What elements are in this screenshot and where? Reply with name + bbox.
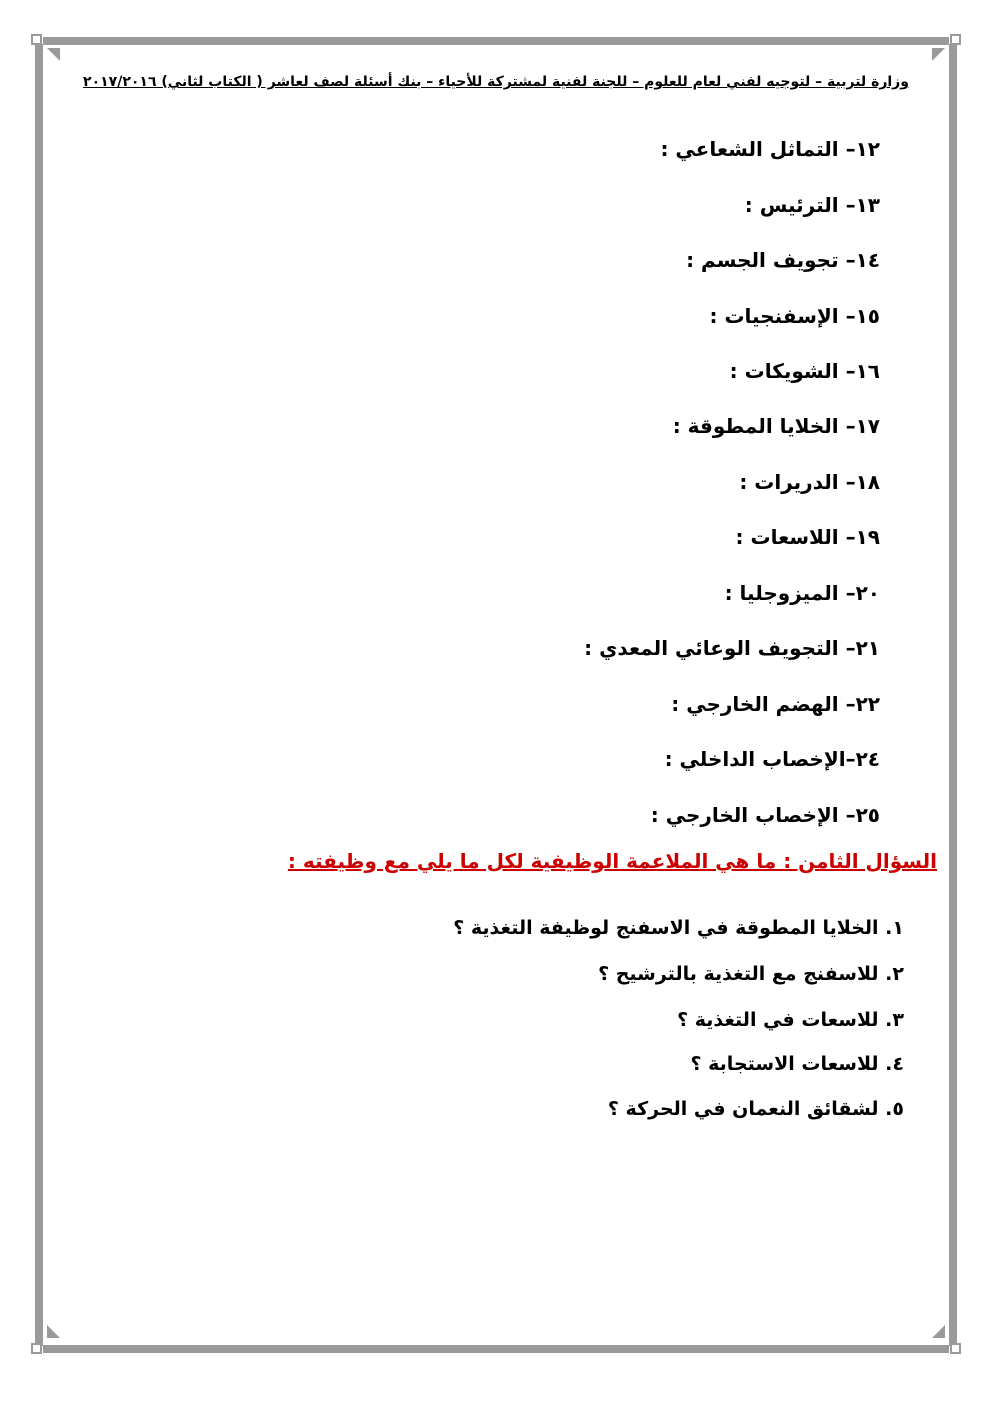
border-corner-square-top-right: [950, 34, 961, 45]
term-item: ٢٢– الهضم الخارجي :: [671, 692, 880, 716]
page-border-bottom: [43, 1345, 949, 1353]
question-item: ٣. للاسعات في التغذية ؟: [677, 1009, 904, 1031]
term-item: ٢٤–الإخصاب الداخلي :: [664, 747, 880, 771]
border-corner-triangle-top-right: [932, 48, 945, 61]
border-corner-triangle-bottom-right: [932, 1325, 945, 1338]
term-item: ١٤– تجويف الجسم :: [686, 248, 880, 272]
page-border-top: [43, 37, 949, 45]
question-item: ٤. للاسعات الاستجابة ؟: [690, 1053, 904, 1075]
page-border-right: [949, 44, 957, 1346]
question-item: ٥. لشقائق النعمان في الحركة ؟: [607, 1098, 904, 1120]
border-corner-square-bottom-left: [31, 1343, 42, 1354]
document-header: وزارة لتربية – لتوجيه لفني لعام للعلوم – للجنة لفنية لمشتركة للأحياء – بنك أسئلة لصف لعاشر ( الكتاب لثاني) ٢٠١٧/٢٠١٦: [83, 74, 909, 90]
term-item: ١٩– اللاسعات :: [735, 525, 880, 549]
term-item: ١٨– الدريرات :: [739, 470, 880, 494]
term-item: ١٧– الخلايا المطوقة :: [672, 414, 880, 438]
page-border-left: [35, 44, 43, 1346]
border-corner-square-bottom-right: [950, 1343, 961, 1354]
border-corner-triangle-bottom-left: [47, 1325, 60, 1338]
term-item: ١٦– الشويكات :: [729, 359, 880, 383]
term-item: ٢١– التجويف الوعائي المعدي :: [584, 636, 880, 660]
question-item: ١. الخلايا المطوقة في الاسفنج لوظيفة التغذية ؟: [453, 917, 904, 939]
term-item: ١٣– الترئيس :: [744, 193, 880, 217]
term-item: ١٥– الإسفنجيات :: [709, 304, 880, 328]
term-item: ٢٠– الميزوجليا :: [724, 581, 880, 605]
border-corner-triangle-top-left: [47, 48, 60, 61]
question-item: ٢. للاسفنج مع التغذية بالترشيح ؟: [598, 963, 904, 985]
term-item: ٢٥– الإخصاب الخارجي :: [650, 803, 880, 827]
question8-heading: السؤال الثامن : ما هي الملاعمة الوظيفية لكل ما يلي مع وظيفته :: [287, 849, 937, 873]
border-corner-square-top-left: [31, 34, 42, 45]
term-item: ١٢– التماثل الشعاعي :: [660, 137, 880, 161]
